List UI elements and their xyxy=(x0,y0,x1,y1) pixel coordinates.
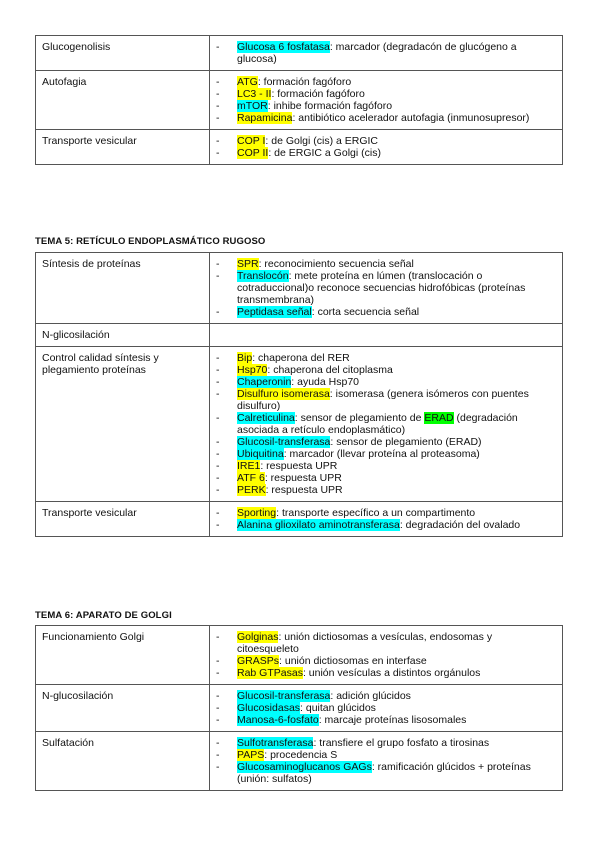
highlighted-term: Alanina glioxilato aminotransferasa xyxy=(237,519,400,531)
item-list xyxy=(216,737,556,785)
section-5-title: TEMA 5: RETÍCULO ENDOPLASMÁTICO RUGOSO xyxy=(35,236,266,247)
list-item xyxy=(216,655,556,667)
highlighted-term: Rab GTPasas xyxy=(237,667,303,679)
item-description: : formación fagóforo xyxy=(271,88,365,100)
list-item xyxy=(216,352,556,364)
table-topic-4 xyxy=(35,35,563,165)
row-content xyxy=(210,347,563,502)
list-item xyxy=(216,112,556,124)
row-content xyxy=(210,71,563,130)
row-content xyxy=(210,36,563,71)
item-description: : corta secuencia señal xyxy=(311,306,420,318)
item-description: : respuesta UPR xyxy=(260,460,338,472)
list-item xyxy=(216,507,556,519)
highlighted-term: ATG xyxy=(237,76,258,88)
highlighted-term: Golginas xyxy=(237,631,279,643)
row-content xyxy=(210,130,563,165)
item-description: : transfiere el grupo fosfato a tirosinas xyxy=(313,737,490,749)
highlighted-term: Glucosaminoglucanos GAGs xyxy=(237,761,372,773)
row-label: Glucogenolisis xyxy=(36,36,210,71)
item-description: : chaperona del RER xyxy=(252,352,350,364)
row-content xyxy=(210,732,563,791)
row-label: N-glucosilación xyxy=(36,685,210,732)
row-label: Sulfatación xyxy=(36,732,210,791)
list-item xyxy=(216,448,556,460)
list-item xyxy=(216,412,556,436)
list-item xyxy=(216,436,556,448)
highlighted-term: SPR xyxy=(237,258,259,270)
list-item xyxy=(216,667,556,679)
item-description: : sensor de plegamiento de xyxy=(294,412,425,424)
row-label: Síntesis de proteínas xyxy=(36,253,210,324)
item-list xyxy=(216,690,556,726)
item-description: : marcaje proteínas lisosomales xyxy=(318,714,467,726)
row-label: Control calidad síntesis y plegamiento proteínas xyxy=(36,347,210,502)
highlighted-term: IRE1 xyxy=(237,460,261,472)
item-description: : transporte específico a un compartimento xyxy=(276,507,476,519)
highlighted-term: Rapamicina xyxy=(237,112,293,124)
highlighted-term: Calreticulina xyxy=(237,412,295,424)
table-row xyxy=(36,626,563,685)
table-row xyxy=(36,324,563,347)
highlighted-term: Glucosidasas xyxy=(237,702,301,714)
row-label: N-glicosilación xyxy=(36,324,210,347)
highlighted-term: Glucosil-transferasa xyxy=(237,436,331,448)
list-item xyxy=(216,76,556,88)
highlighted-term: Glucosa 6 fosfatasa xyxy=(237,41,330,53)
item-description: : antibiótico acelerador autofagia (inmunosupresor) xyxy=(292,112,530,124)
list-item xyxy=(216,388,556,412)
highlighted-term: Ubiquitina xyxy=(237,448,284,460)
table-row xyxy=(36,253,563,324)
highlighted-term: Chaperonin xyxy=(237,376,292,388)
list-item xyxy=(216,147,556,159)
item-description: : reconocimiento secuencia señal xyxy=(258,258,414,270)
highlighted-term: Translocón xyxy=(237,270,289,282)
item-description: : de Golgi (cis) a ERGIC xyxy=(265,135,379,147)
list-item xyxy=(216,519,556,531)
table-topic-6 xyxy=(35,625,563,791)
item-description: : de ERGIC a Golgi (cis) xyxy=(268,147,381,159)
row-label: Autofagia xyxy=(36,71,210,130)
item-description: : respuesta UPR xyxy=(264,472,342,484)
table-row xyxy=(36,71,563,130)
row-label: Transporte vesicular xyxy=(36,130,210,165)
row-content xyxy=(210,626,563,685)
item-description: (degradación asociada a retículo endoplasmático) xyxy=(237,412,518,436)
item-list xyxy=(216,352,556,496)
list-item xyxy=(216,88,556,100)
item-description: : unión dictiosomas a vesículas, endosomas y citoesqueleto xyxy=(237,631,493,655)
highlighted-term: COP II xyxy=(237,147,269,159)
highlighted-term: GRASPs xyxy=(237,655,280,667)
item-list xyxy=(216,76,556,124)
highlighted-term: Peptidasa señal xyxy=(237,306,312,318)
list-item xyxy=(216,306,556,318)
highlighted-term: Disulfuro isomerasa xyxy=(237,388,330,400)
highlighted-term: Manosa-6-fosfato xyxy=(237,714,319,726)
highlighted-term: ATF 6 xyxy=(237,472,265,484)
highlighted-term: Bip xyxy=(237,352,253,364)
table-topic-5 xyxy=(35,252,563,537)
list-item xyxy=(216,761,556,785)
highlighted-term: PERK xyxy=(237,484,266,496)
item-description: : quitan glúcidos xyxy=(300,702,376,714)
list-item xyxy=(216,631,556,655)
list-item xyxy=(216,100,556,112)
list-item xyxy=(216,472,556,484)
item-description: : marcador (degradacón de glucógeno a glucosa) xyxy=(237,41,517,65)
item-list xyxy=(216,135,556,159)
list-item xyxy=(216,714,556,726)
row-content xyxy=(210,502,563,537)
highlighted-term: ERAD xyxy=(424,412,454,424)
item-description: : sensor de plegamiento (ERAD) xyxy=(330,436,482,448)
row-content xyxy=(210,253,563,324)
item-description: : ramificación glúcidos + proteínas (unión: sulfatos) xyxy=(237,761,531,785)
table-row xyxy=(36,347,563,502)
item-description: : chaperona del citoplasma xyxy=(267,364,393,376)
item-description: : unión vesículas a distintos orgánulos xyxy=(302,667,481,679)
table-row xyxy=(36,502,563,537)
list-item xyxy=(216,41,556,65)
list-item xyxy=(216,460,556,472)
highlighted-term: Sporting xyxy=(237,507,277,519)
item-description: : mete proteína en lúmen (translocación o cotraduccional)o reconoce secuencias hidrofóbicas (proteínas transmembrana) xyxy=(237,270,526,306)
list-item xyxy=(216,258,556,270)
highlighted-term: Sulfotransferasa xyxy=(237,737,314,749)
item-list xyxy=(216,631,556,679)
item-description: : inhibe formación fagóforo xyxy=(267,100,393,112)
list-item xyxy=(216,749,556,761)
section-6-title: TEMA 6: APARATO DE GOLGI xyxy=(35,610,172,621)
highlighted-term: mTOR xyxy=(237,100,268,112)
list-item xyxy=(216,484,556,496)
item-description: : degradación del ovalado xyxy=(399,519,521,531)
row-label: Funcionamiento Golgi xyxy=(36,626,210,685)
list-item xyxy=(216,135,556,147)
highlighted-term: LC3 - II xyxy=(237,88,272,100)
item-list xyxy=(216,507,556,531)
highlighted-term: PAPS xyxy=(237,749,265,761)
row-content xyxy=(210,685,563,732)
item-description: : respuesta UPR xyxy=(265,484,343,496)
item-description: : isomerasa (genera isómeros con puentes disulfuro) xyxy=(237,388,529,412)
item-description: : formación fagóforo xyxy=(257,76,352,88)
table-row xyxy=(36,685,563,732)
list-item xyxy=(216,737,556,749)
list-item xyxy=(216,364,556,376)
item-list xyxy=(216,258,556,318)
item-description: : marcador (llevar proteína al proteasoma) xyxy=(283,448,480,460)
highlighted-term: COP I xyxy=(237,135,266,147)
list-item xyxy=(216,376,556,388)
highlighted-term: Hsp70 xyxy=(237,364,268,376)
row-label: Transporte vesicular xyxy=(36,502,210,537)
list-item xyxy=(216,690,556,702)
row-content xyxy=(210,324,563,347)
item-description: : procedencia S xyxy=(264,749,338,761)
table-row xyxy=(36,36,563,71)
list-item xyxy=(216,702,556,714)
item-description: : adición glúcidos xyxy=(330,690,411,702)
table-row xyxy=(36,130,563,165)
item-list xyxy=(216,41,556,65)
list-item xyxy=(216,270,556,306)
highlighted-term: Glucosil-transferasa xyxy=(237,690,331,702)
item-description: : ayuda Hsp70 xyxy=(291,376,360,388)
item-description: : unión dictiosomas en interfase xyxy=(279,655,427,667)
table-row xyxy=(36,732,563,791)
